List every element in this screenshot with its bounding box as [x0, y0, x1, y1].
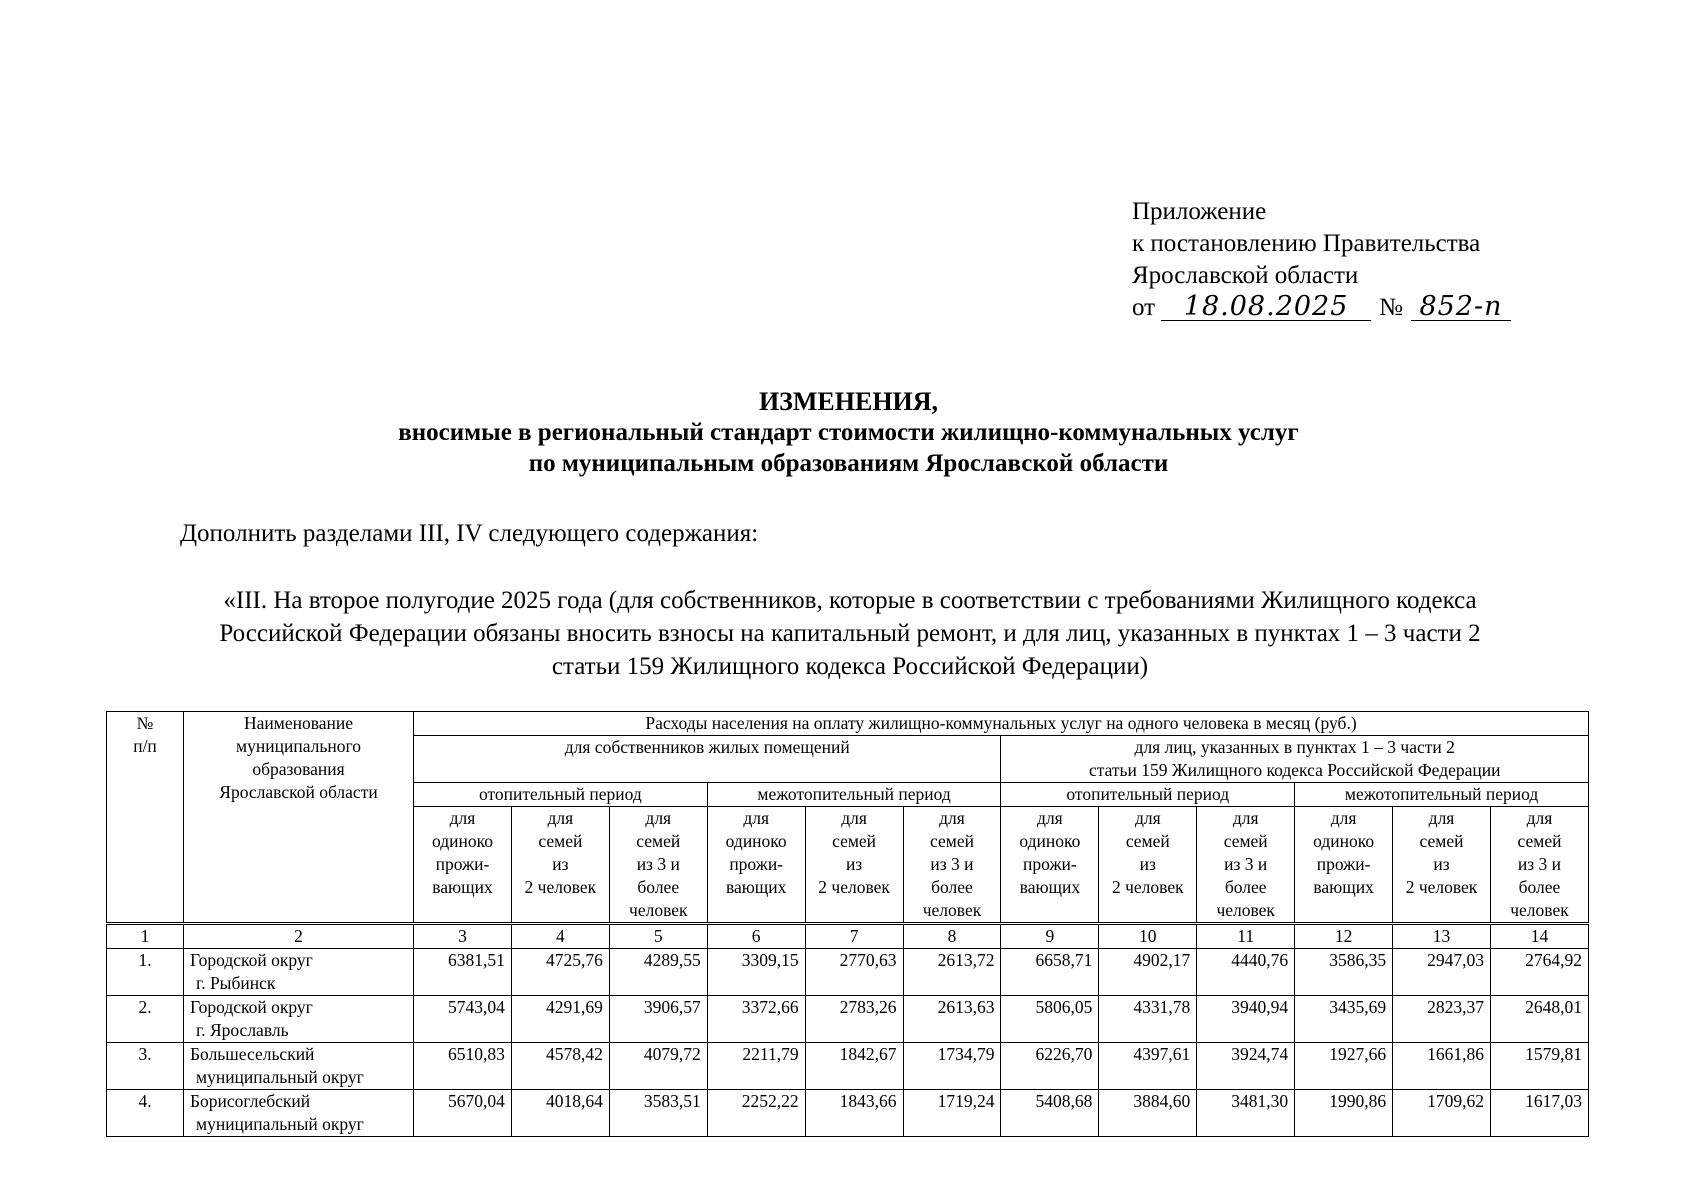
column-index: 4	[511, 924, 609, 949]
header-household-line: одиноко	[1019, 831, 1081, 851]
intro-paragraph: Дополнить разделами III, IV следующего содержания:	[180, 520, 759, 547]
municipality-name-line: муниципальный округ	[196, 1114, 364, 1134]
header-household-two	[511, 807, 609, 924]
header-household-line: более	[1224, 877, 1267, 897]
cost-value-cell: 3924,74	[1197, 1043, 1295, 1090]
cost-value-cell: 1842,67	[805, 1043, 903, 1090]
header-household-line: из 3 и	[1517, 854, 1562, 874]
cost-value-cell: 1990,86	[1295, 1090, 1393, 1137]
header-household-line: для	[1134, 808, 1161, 828]
cost-value-cell: 1617,03	[1490, 1090, 1588, 1137]
municipality-name-line: г. Ярославль	[196, 1020, 289, 1040]
municipality-name	[184, 949, 414, 996]
header-number-line: п/п	[133, 736, 157, 756]
cost-value-cell: 4440,76	[1197, 949, 1295, 996]
header-household-line: из 3 и	[1224, 854, 1268, 874]
header-name-line: Наименование	[243, 713, 354, 733]
cost-value-cell: 5743,04	[414, 996, 512, 1043]
column-index: 1	[107, 924, 184, 949]
header-household-line: семей	[930, 831, 974, 851]
header-number-line: №	[136, 713, 154, 733]
header-period-heating: отопительный период	[1001, 783, 1295, 807]
column-index: 8	[903, 924, 1001, 949]
cost-value-cell: 5806,05	[1001, 996, 1099, 1043]
cost-value-cell: 2613,72	[903, 949, 1001, 996]
cost-value-cell: 1734,79	[903, 1043, 1001, 1090]
municipality-name-line: Городской округ	[190, 950, 313, 970]
cost-value-cell: 1709,62	[1393, 1090, 1491, 1137]
cost-value-cell: 4079,72	[609, 1043, 707, 1090]
header-household-line: человек	[1216, 900, 1275, 920]
header-household-line: вающих	[725, 877, 787, 897]
cost-value-cell: 6381,51	[414, 949, 512, 996]
header-household-line: семей	[1419, 831, 1464, 851]
municipality-name	[184, 1090, 414, 1137]
cost-value-cell: 4289,55	[609, 949, 707, 996]
table-row	[107, 949, 1589, 996]
header-household-line: 2 человек	[524, 877, 597, 897]
title-line-2: вносимые в региональный стандарт стоимости жилищно-коммунальных услуг	[398, 419, 1299, 446]
row-number: 3.	[107, 1043, 184, 1090]
header-household-line: из	[1433, 854, 1450, 874]
cost-value-cell: 1927,66	[1295, 1043, 1393, 1090]
cost-value-cell: 1843,66	[805, 1090, 903, 1137]
title-line-3: по муниципальным образованиям Ярославской области	[528, 450, 1169, 477]
cost-value-cell: 4725,76	[511, 949, 609, 996]
cost-standard-table	[106, 711, 1589, 1137]
cost-value-cell: 4397,61	[1099, 1043, 1197, 1090]
header-group-persons	[1001, 736, 1589, 783]
header-household-line: более	[637, 877, 680, 897]
cost-value-cell: 3309,15	[707, 949, 805, 996]
header-household-line: для	[547, 808, 574, 828]
cost-value-cell: 4902,17	[1099, 949, 1197, 996]
header-household-line: 2 человек	[1111, 877, 1184, 897]
cost-value-cell: 3583,51	[609, 1090, 707, 1137]
header-name-line: образования	[252, 759, 345, 779]
header-household-line: из	[552, 854, 569, 874]
appendix-line-1: Приложение	[1132, 198, 1267, 225]
header-period-nonheating: межотопительный период	[1295, 783, 1589, 807]
cost-value-cell: 3906,57	[609, 996, 707, 1043]
appendix-line-3: Ярославской области	[1132, 262, 1359, 289]
header-household-single	[1295, 807, 1393, 924]
header-household-line: семей	[1517, 831, 1562, 851]
cost-value-cell: 4291,69	[511, 996, 609, 1043]
header-household-line: 2 человек	[1405, 877, 1478, 897]
table-row	[107, 996, 1589, 1043]
cost-value-cell: 6658,71	[1001, 949, 1099, 996]
header-household-two	[1393, 807, 1491, 924]
cost-value-cell: 2823,37	[1393, 996, 1491, 1043]
municipality-name	[184, 1043, 414, 1090]
cost-value-cell: 3940,94	[1197, 996, 1295, 1043]
municipality-name	[184, 996, 414, 1043]
header-household-line: для	[1232, 808, 1259, 828]
cost-value-cell: 3884,60	[1099, 1090, 1197, 1137]
header-household-line: прожи-	[435, 854, 490, 874]
cost-value-cell: 6510,83	[414, 1043, 512, 1090]
header-household-single	[414, 807, 512, 924]
cost-value-cell: 5670,04	[414, 1090, 512, 1137]
section-heading-line-1: «III. На второе полугодие 2025 года (для собственников, которые в соответствии с требованиями Жилищного кодекса	[223, 587, 1477, 614]
header-household-line: вающих	[432, 877, 493, 897]
table-row	[107, 1090, 1589, 1137]
header-household-line: прожи-	[1023, 854, 1077, 874]
cost-value-cell: 4018,64	[511, 1090, 609, 1137]
header-period-nonheating: межотопительный период	[707, 783, 1001, 807]
cost-value-cell: 4331,78	[1099, 996, 1197, 1043]
appendix-line-2: к постановлению Правительства	[1132, 230, 1481, 257]
header-name-line: Ярославской области	[219, 782, 378, 802]
header-household-line: вающих	[1019, 877, 1081, 897]
header-period-heating: отопительный период	[414, 783, 708, 807]
handwritten-number: 852-п	[1411, 294, 1511, 321]
cost-value-cell: 3372,66	[707, 996, 805, 1043]
row-number: 2.	[107, 996, 184, 1043]
header-name	[184, 712, 414, 924]
column-index: 12	[1295, 924, 1393, 949]
header-household-line: одиноко	[431, 831, 493, 851]
cost-value-cell: 2947,03	[1393, 949, 1491, 996]
header-group-owners: для собственников жилых помещений	[414, 736, 1001, 783]
cost-value-cell: 1579,81	[1490, 1043, 1588, 1090]
document-title	[0, 386, 1697, 479]
column-index: 14	[1490, 924, 1588, 949]
header-household-line: для	[743, 808, 770, 828]
column-index: 7	[805, 924, 903, 949]
header-household-line: человек	[1510, 900, 1569, 920]
column-index: 13	[1393, 924, 1491, 949]
cost-value-cell: 2613,63	[903, 996, 1001, 1043]
column-index: 2	[184, 924, 414, 949]
table-row	[107, 1043, 1589, 1090]
column-index: 5	[609, 924, 707, 949]
cost-value-cell: 2648,01	[1490, 996, 1588, 1043]
section-heading-line-2: Российской Федерации обязаны вносить взносы на капитальный ремонт, и для лиц, указанных в пунктах 1 – 3 части 2	[219, 620, 1481, 647]
header-household-line: прожи-	[1316, 854, 1371, 874]
column-index: 6	[707, 924, 805, 949]
header-group-persons-line: для лиц, указанных в пунктах 1 – 3 части 2	[1134, 737, 1455, 757]
header-household-single	[707, 807, 805, 924]
header-household-line: прожи-	[729, 854, 784, 874]
header-number	[107, 712, 184, 924]
header-household-line: из 3 и	[930, 854, 974, 874]
municipality-name-line: Большесельский	[190, 1044, 315, 1064]
handwritten-date: 18.08.2025	[1161, 294, 1371, 321]
cost-value-cell: 5408,68	[1001, 1090, 1099, 1137]
number-label: №	[1379, 294, 1403, 321]
municipality-name-line: муниципальный округ	[196, 1067, 364, 1087]
municipality-name-line: г. Рыбинск	[196, 973, 276, 993]
header-household-line: человек	[922, 900, 982, 920]
header-household-line: для	[645, 808, 672, 828]
column-index: 10	[1099, 924, 1197, 949]
header-group-persons-line: статьи 159 Жилищного кодекса Российской Федерации	[1088, 760, 1501, 780]
header-household-line: вающих	[1313, 877, 1374, 897]
column-index: 3	[414, 924, 512, 949]
column-index: 9	[1001, 924, 1099, 949]
header-household-three	[609, 807, 707, 924]
column-index: 11	[1197, 924, 1295, 949]
cost-value-cell: 3481,30	[1197, 1090, 1295, 1137]
header-household-line: 2 человек	[818, 877, 890, 897]
cost-value-cell: 2770,63	[805, 949, 903, 996]
row-number: 4.	[107, 1090, 184, 1137]
cost-value-cell: 1719,24	[903, 1090, 1001, 1137]
header-household-line: для	[841, 808, 867, 828]
header-household-three	[1490, 807, 1588, 924]
header-household-line: семей	[832, 831, 877, 851]
header-household-line: человек	[629, 900, 688, 920]
header-household-three	[903, 807, 1001, 924]
header-household-line: семей	[1125, 831, 1170, 851]
header-household-line: семей	[1223, 831, 1268, 851]
title-main: ИЗМЕНЕНИЯ,	[758, 387, 939, 416]
header-household-line: одиноко	[1313, 831, 1375, 851]
cost-value-cell: 3586,35	[1295, 949, 1393, 996]
header-household-line: для	[449, 808, 476, 828]
header-household-line: семей	[538, 831, 583, 851]
column-index-row	[107, 924, 1589, 949]
header-household-line: из	[1139, 854, 1156, 874]
cost-value-cell: 2764,92	[1490, 949, 1588, 996]
header-household-line: одиноко	[725, 831, 787, 851]
header-household-line: более	[1518, 877, 1561, 897]
header-household-line: семей	[636, 831, 681, 851]
from-label: от	[1132, 294, 1156, 321]
header-household-line: для	[939, 808, 965, 828]
header-household-line: более	[931, 877, 973, 897]
cost-value-cell: 2252,22	[707, 1090, 805, 1137]
header-household-line: для	[1037, 808, 1063, 828]
header-household-line: для	[1526, 808, 1553, 828]
header-household-line: из 3 и	[636, 854, 680, 874]
cost-value-cell: 1661,86	[1393, 1043, 1491, 1090]
header-household-line: для	[1428, 808, 1455, 828]
cost-value-cell: 3435,69	[1295, 996, 1393, 1043]
header-name-line: муниципального	[236, 736, 361, 756]
section-heading-line-3: статьи 159 Жилищного кодекса Российской Федерации)	[551, 653, 1149, 680]
table-body	[107, 949, 1589, 1137]
header-expenses: Расходы населения на оплату жилищно-коммунальных услуг на одного человека в месяц (руб.)	[414, 712, 1589, 736]
municipality-name-line: Городской округ	[190, 997, 313, 1017]
row-number: 1.	[107, 949, 184, 996]
section-heading	[110, 584, 1590, 683]
cost-value-cell: 2211,79	[707, 1043, 805, 1090]
cost-value-cell: 2783,26	[805, 996, 903, 1043]
appendix-line-4	[1132, 292, 1511, 324]
appendix-block	[1132, 196, 1511, 324]
header-household-two	[1099, 807, 1197, 924]
cost-value-cell: 4578,42	[511, 1043, 609, 1090]
header-household-line: для	[1330, 808, 1357, 828]
header-household-two	[805, 807, 903, 924]
cost-value-cell: 6226,70	[1001, 1043, 1099, 1090]
header-household-three	[1197, 807, 1295, 924]
header-household-line: из	[845, 854, 863, 874]
municipality-name-line: Борисоглебский	[190, 1091, 311, 1111]
header-household-single	[1001, 807, 1099, 924]
